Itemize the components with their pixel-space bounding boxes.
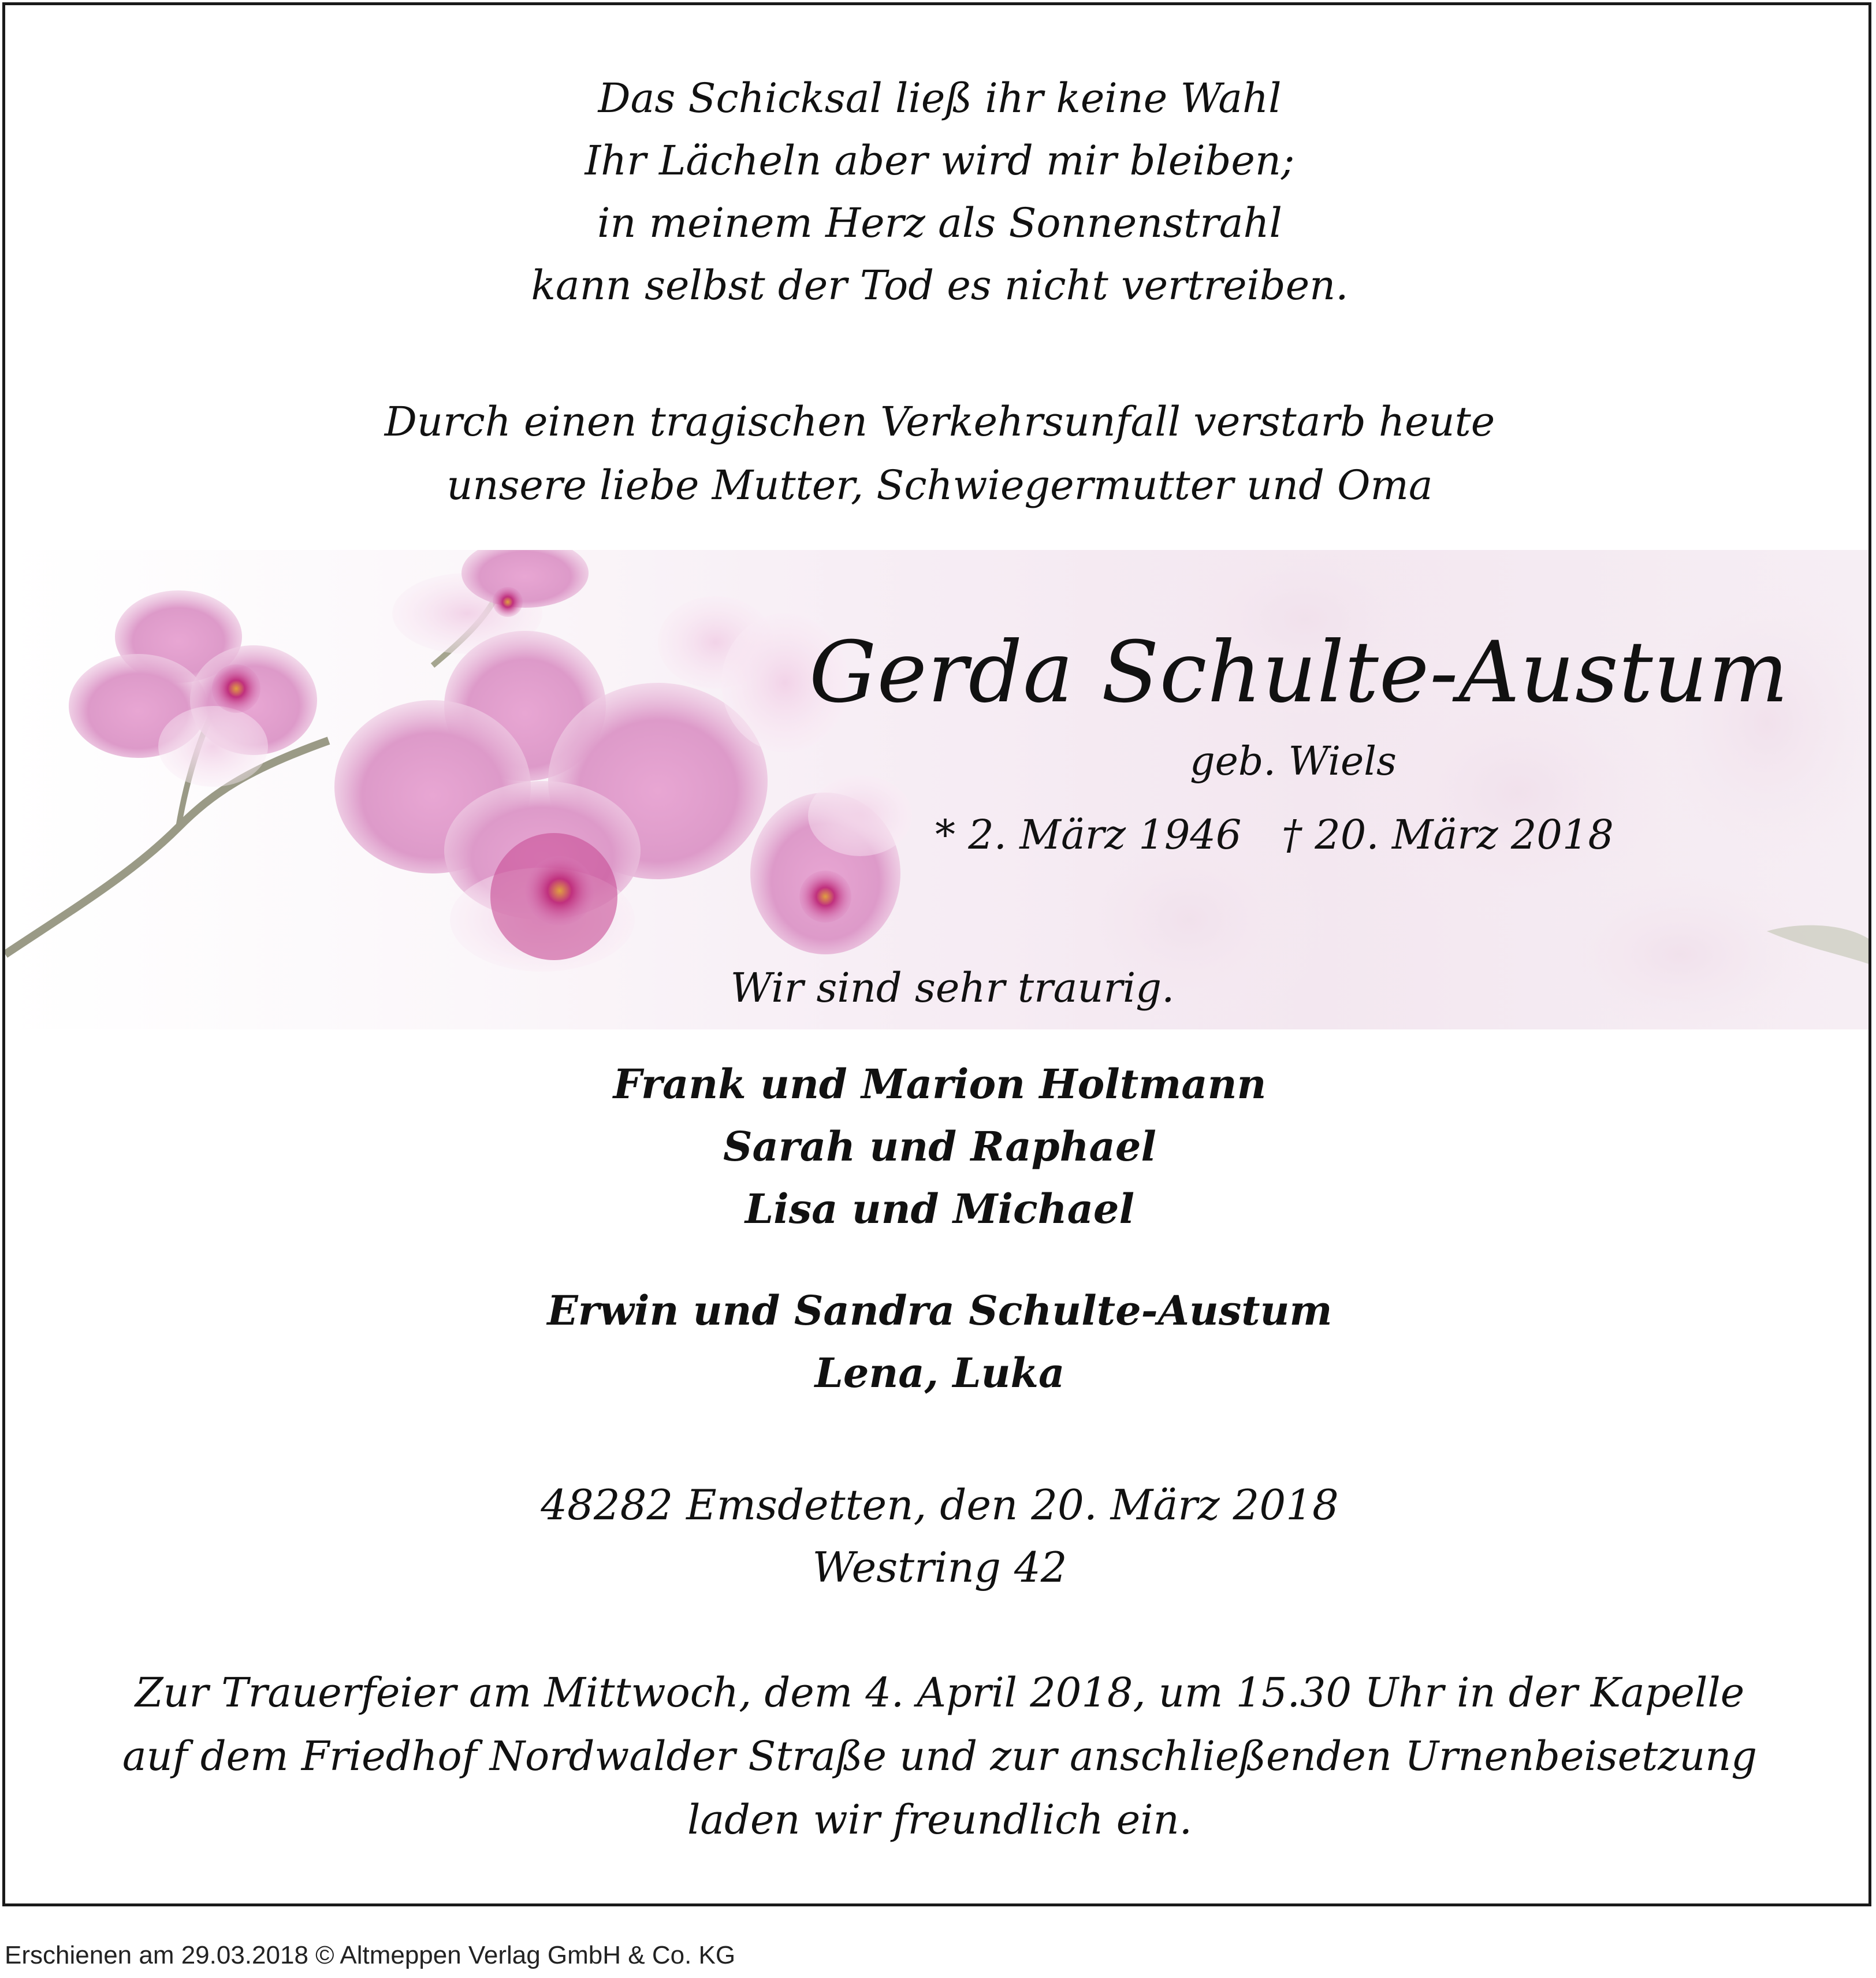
family-member-line: Lena, Luka bbox=[814, 1349, 1065, 1397]
poem-line-4: kann selbst der Tod es nicht vertreiben. bbox=[531, 262, 1349, 309]
family-member-line: Erwin und Sandra Schulte-Austum bbox=[547, 1287, 1332, 1334]
family-member-line: Sarah und Raphael bbox=[723, 1122, 1156, 1170]
street-address: Westring 42 bbox=[812, 1543, 1067, 1592]
poem-line-3: in meinem Herz als Sonnenstrahl bbox=[597, 199, 1282, 247]
intro-line-1: Durch einen tragischen Verkehrsunfall verstarb heute bbox=[384, 398, 1495, 445]
deceased-name: Gerda Schulte-Austum bbox=[809, 623, 1789, 722]
family-member-line: Frank und Marion Holtmann bbox=[613, 1060, 1267, 1108]
place-date: 48282 Emsdetten, den 20. März 2018 bbox=[541, 1481, 1339, 1529]
intro-line-2: unsere liebe Mutter, Schwiegermutter und Oma bbox=[446, 462, 1433, 509]
orchid-image bbox=[5, 550, 1871, 1029]
poem-line-1: Das Schicksal ließ ihr keine Wahl bbox=[598, 75, 1282, 122]
service-line-2: auf dem Friedhof Nordwalder Straße und zur anschließenden Urnenbeisetzung bbox=[122, 1732, 1758, 1780]
family-member-line: Lisa und Michael bbox=[745, 1185, 1135, 1233]
birth-date: * 2. März 1946 bbox=[935, 811, 1242, 858]
publication-footer: Erschienen am 29.03.2018 © Altmeppen Verlag GmbH & Co. KG bbox=[5, 1941, 736, 1969]
birth-name: geb. Wiels bbox=[1190, 739, 1397, 784]
mourning-line: Wir sind sehr traurig. bbox=[730, 964, 1175, 1012]
service-line-1: Zur Trauerfeier am Mittwoch, dem 4. April 2018, um 15.30 Uhr in der Kapelle bbox=[135, 1669, 1745, 1716]
service-line-3: laden wir freundlich ein. bbox=[687, 1796, 1192, 1843]
obituary-notice bbox=[2, 2, 1871, 1906]
poem-line-2: Ihr Lächeln aber wird mir bleiben; bbox=[585, 137, 1295, 184]
death-date: † 20. März 2018 bbox=[1282, 811, 1614, 858]
